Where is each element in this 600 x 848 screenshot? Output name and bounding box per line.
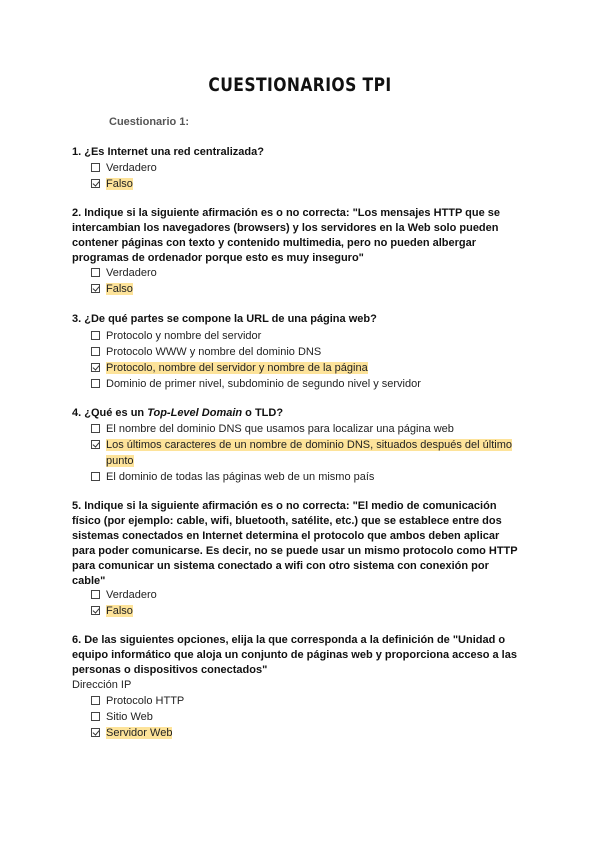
q3-option-1[interactable] bbox=[91, 329, 531, 344]
q4-option-1[interactable] bbox=[91, 422, 531, 437]
question-3: 3. ¿De qué partes se compone la URL de una página web? bbox=[72, 313, 377, 325]
q3-option-1-label: Protocolo y nombre del servidor bbox=[106, 330, 262, 342]
q4-option-3-label: El dominio de todas las páginas web de un mismo país bbox=[106, 471, 375, 483]
question-5-line-4: para poder comunicarse. Es decir, no se puede usar un mismo protocolo como HTTP bbox=[72, 545, 518, 557]
page-title: CUESTIONARIOS TPI bbox=[208, 74, 392, 96]
q1-option-1-label: Verdadero bbox=[106, 162, 157, 174]
question-6 bbox=[72, 633, 532, 678]
question-2-line-3: contener páginas con texto y contenido multimedia, pero no pueden albergar bbox=[72, 237, 477, 249]
checkbox-unchecked-icon[interactable] bbox=[91, 472, 100, 481]
checkbox-unchecked-icon[interactable] bbox=[91, 347, 100, 356]
q1-option-2[interactable] bbox=[91, 177, 531, 192]
q3-option-3[interactable] bbox=[91, 361, 531, 376]
q6-option-2-label: Sitio Web bbox=[106, 711, 153, 723]
checkbox-unchecked-icon[interactable] bbox=[91, 331, 100, 340]
question-2-line-4: programas de ordenador porque esto es muy inseguro" bbox=[72, 252, 364, 264]
checkbox-checked-icon[interactable] bbox=[91, 606, 100, 615]
question-6-line-2: equipo informático que aloja un conjunto de páginas web y proporciona acceso a las bbox=[72, 649, 517, 661]
q4-option-2[interactable] bbox=[91, 438, 531, 453]
question-4-term: Top-Level Domain bbox=[147, 407, 243, 419]
q2-option-1[interactable] bbox=[91, 266, 531, 281]
checkbox-checked-icon[interactable] bbox=[91, 179, 100, 188]
checkbox-unchecked-icon[interactable] bbox=[91, 379, 100, 388]
q4-option-2-continuation bbox=[106, 454, 546, 469]
question-4-prefix: 4. ¿Qué es un bbox=[72, 407, 148, 419]
q5-option-2-label: Falso bbox=[106, 605, 133, 617]
q4-option-1-label: El nombre del dominio DNS que usamos para localizar una página web bbox=[106, 423, 454, 435]
q5-option-2[interactable] bbox=[91, 604, 531, 619]
checkbox-unchecked-icon[interactable] bbox=[91, 590, 100, 599]
q5-option-1[interactable] bbox=[91, 588, 531, 603]
q3-option-2[interactable] bbox=[91, 345, 531, 360]
checkbox-checked-icon[interactable] bbox=[91, 363, 100, 372]
q3-option-2-label: Protocolo WWW y nombre del dominio DNS bbox=[106, 346, 322, 358]
q2-option-2-label: Falso bbox=[106, 283, 133, 295]
question-1: 1. ¿Es Internet una red centralizada? bbox=[72, 146, 264, 158]
q2-option-2[interactable] bbox=[91, 282, 531, 297]
checkbox-unchecked-icon[interactable] bbox=[91, 696, 100, 705]
q6-option-3[interactable] bbox=[91, 726, 531, 741]
q6-option-1[interactable] bbox=[91, 694, 531, 709]
question-6-line-1: 6. De las siguientes opciones, elija la que corresponda a la definición de "Unidad o bbox=[72, 634, 506, 646]
checkbox-unchecked-icon[interactable] bbox=[91, 712, 100, 721]
q6-option-2[interactable] bbox=[91, 710, 531, 725]
checkbox-unchecked-icon[interactable] bbox=[91, 268, 100, 277]
q6-option-3-label: Servidor Web bbox=[106, 727, 173, 739]
question-4-suffix: o TLD? bbox=[242, 407, 284, 419]
question-4 bbox=[72, 406, 532, 421]
q6-option-1-label: Protocolo HTTP bbox=[106, 695, 185, 707]
q4-option-3[interactable] bbox=[91, 470, 531, 485]
q3-option-4-label: Dominio de primer nivel, subdominio de segundo nivel y servidor bbox=[106, 378, 421, 390]
q3-option-4[interactable] bbox=[91, 377, 531, 392]
question-2-line-1: 2. Indique si la siguiente afirmación es o no correcta: "Los mensajes HTTP que se bbox=[72, 207, 501, 219]
question-5-line-1: 5. Indique si la siguiente afirmación es o no correcta: "El medio de comunicación bbox=[72, 500, 497, 512]
q3-option-3-label: Protocolo, nombre del servidor y nombre de la página bbox=[106, 362, 368, 374]
checkbox-checked-icon[interactable] bbox=[91, 728, 100, 737]
checkbox-checked-icon[interactable] bbox=[91, 284, 100, 293]
question-5-line-2: físico (por ejemplo: cable, wifi, bluetooth, satélite, etc.) que se establece entre dos bbox=[72, 515, 502, 527]
question-5-line-5: para comunicar un sistema conectado a wifi con otro sistema con conexión por bbox=[72, 560, 489, 572]
q5-option-1-label: Verdadero bbox=[106, 589, 157, 601]
quiz-subtitle: Cuestionario 1: bbox=[109, 116, 190, 128]
question-6-extra-text: Dirección IP bbox=[72, 679, 132, 691]
q1-option-1[interactable] bbox=[91, 161, 531, 176]
q2-option-1-label: Verdadero bbox=[106, 267, 157, 279]
question-5 bbox=[72, 499, 532, 589]
q1-option-2-label: Falso bbox=[106, 178, 133, 190]
question-5-line-3: sistemas conectados en Internet determina el protocolo que ambos deben aplicar bbox=[72, 530, 500, 542]
question-2-line-2: intercambian los navegadores (browsers) y los servidores en la Web solo pueden bbox=[72, 222, 499, 234]
q4-option-2-label-2: punto bbox=[106, 455, 134, 467]
question-6-line-3: personas o dispositivos conectados" bbox=[72, 664, 268, 676]
checkbox-unchecked-icon[interactable] bbox=[91, 163, 100, 172]
checkbox-unchecked-icon[interactable] bbox=[91, 424, 100, 433]
question-2 bbox=[72, 206, 532, 266]
checkbox-checked-icon[interactable] bbox=[91, 440, 100, 449]
q4-option-2-label: Los últimos caracteres de un nombre de dominio DNS, situados después del último bbox=[106, 439, 512, 451]
question-5-line-6: cable" bbox=[72, 575, 106, 587]
